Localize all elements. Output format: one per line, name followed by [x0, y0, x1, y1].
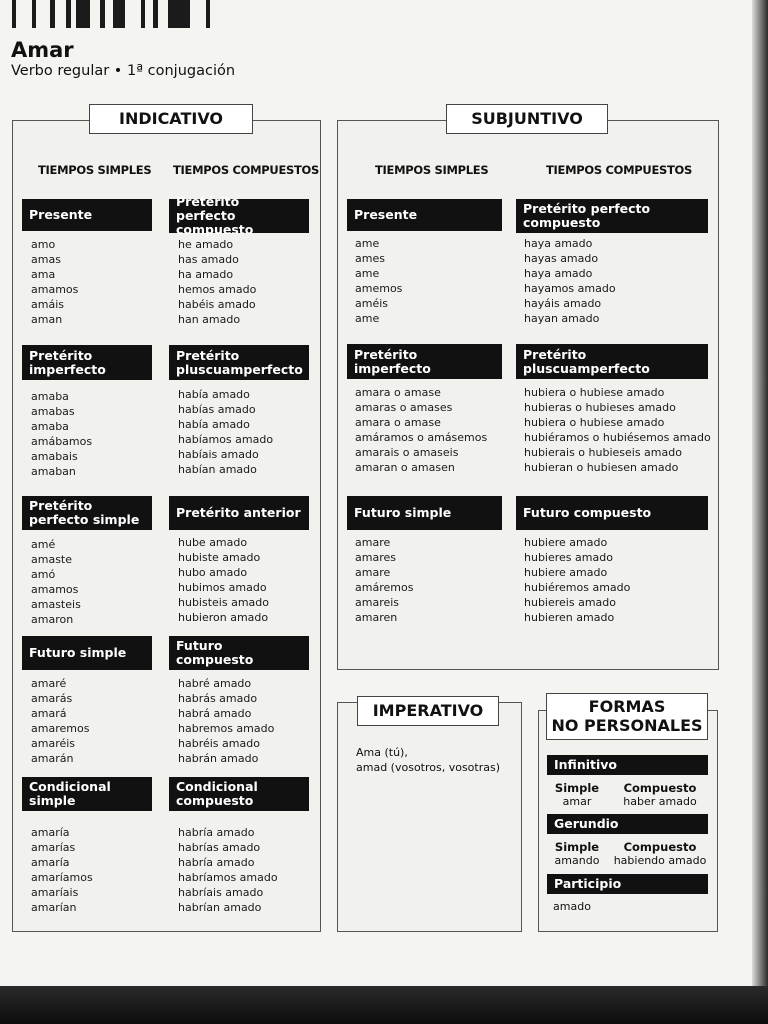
imperativo-forms: Ama (tú), amad (vosotros, vosotras): [356, 746, 501, 774]
infinitivo-head: Infinitivo: [547, 755, 708, 775]
indicativo-tense-futuro-compuesto: Futuro compuesto: [169, 636, 309, 670]
subjuntivo-forms-futuro-simple: amare amares amare amáremos amareis amaren: [355, 536, 414, 624]
subjuntivo-forms-preterito-perfecto-compuesto: haya amado hayas amado haya amado hayamos amado hayáis amado hayan amado: [524, 237, 616, 325]
subjuntivo-tense-preterito-perfecto-compuesto: Pretérito perfecto compuesto: [516, 199, 708, 233]
subjuntivo-forms-futuro-compuesto: hubiere amado hubieres amado hubiere amado hubiéremos amado hubiereis amado hubieren amado: [524, 536, 631, 624]
infinitivo-simple: Simple amar: [554, 781, 600, 808]
subjuntivo-tense-preterito-imperfecto: Pretérito imperfecto: [347, 344, 502, 379]
page-subtitle: Verbo regular • 1ª conjugación: [11, 63, 236, 79]
imperativo-title: IMPERATIVO: [357, 696, 499, 726]
indicativo-forms-condicional-simple: amaría amarías amaría amaríamos amaríais amarían: [31, 826, 93, 914]
subjuntivo-forms-preterito-pluscuamperfecto: hubiera o hubiese amado hubieras o hubieses amado hubiera o hubiese amado hubiéramos o hubiésemos amado hubierais o hubieseis amado hubieran o hubiesen amado: [524, 386, 711, 474]
indicativo-col-simple: TIEMPOS SIMPLES: [38, 163, 152, 177]
page-title: Amar: [11, 38, 74, 62]
indicativo-forms-preterito-perfecto-compuesto: he amado has amado ha amado hemos amado habéis amado han amado: [178, 238, 257, 326]
barcode: [0, 0, 212, 28]
subjuntivo-title: SUBJUNTIVO: [446, 104, 608, 134]
indicativo-tense-preterito-anterior: Pretérito anterior: [169, 496, 309, 530]
indicativo-forms-preterito-imperfecto: amaba amabas amaba amábamos amabais amaban: [31, 390, 93, 478]
page-edge-shadow: [752, 0, 768, 1000]
infinitivo-compuesto: Compuesto haber amado: [623, 781, 697, 808]
subjuntivo-tense-preterito-pluscuamperfecto: Pretérito pluscuamperfecto: [516, 344, 708, 379]
subjuntivo-tense-futuro-simple: Futuro simple: [347, 496, 502, 530]
indicativo-tense-futuro-simple: Futuro simple: [22, 636, 152, 670]
subjuntivo-col-simple: TIEMPOS SIMPLES: [375, 163, 489, 177]
bottom-scan-band: [0, 986, 768, 1024]
subjuntivo-col-compuestos: TIEMPOS COMPUESTOS: [546, 163, 692, 177]
no-personales-title: FORMAS NO PERSONALES: [546, 693, 708, 740]
indicativo-forms-preterito-perfecto-simple: amé amaste amó amamos amasteis amaron: [31, 538, 81, 626]
gerundio-compuesto: Compuesto habiendo amado: [613, 840, 707, 867]
indicativo-forms-preterito-pluscuamperfecto: había amado habías amado había amado habíamos amado habíais amado habían amado: [178, 388, 274, 476]
gerundio-head: Gerundio: [547, 814, 708, 834]
indicativo-col-compuestos: TIEMPOS COMPUESTOS: [173, 163, 319, 177]
subjuntivo-forms-presente: ame ames ame amemos améis ame: [355, 237, 403, 325]
indicativo-tense-condicional-simple: Condicional simple: [22, 777, 152, 811]
indicativo-forms-condicional-compuesto: habría amado habrías amado habría amado habríamos amado habríais amado habrían amado: [178, 826, 278, 914]
indicativo-title: INDICATIVO: [89, 104, 253, 134]
indicativo-forms-preterito-anterior: hube amado hubiste amado hubo amado hubimos amado hubisteis amado hubieron amado: [178, 536, 269, 624]
indicativo-forms-futuro-compuesto: habré amado habrás amado habrá amado habremos amado habréis amado habrán amado: [178, 677, 275, 765]
participio-value: amado: [553, 900, 591, 913]
gerundio-simple: Simple amando: [554, 840, 600, 867]
indicativo-tense-preterito-pluscuamperfecto: Pretérito pluscuamperfecto: [169, 345, 309, 380]
indicativo-tense-condicional-compuesto: Condicional compuesto: [169, 777, 309, 811]
indicativo-forms-futuro-simple: amaré amarás amará amaremos amaréis amarán: [31, 677, 90, 765]
subjuntivo-tense-presente: Presente: [347, 199, 502, 231]
subjuntivo-tense-futuro-compuesto: Futuro compuesto: [516, 496, 708, 530]
subjuntivo-forms-preterito-imperfecto: amara o amase amaras o amases amara o amase amáramos o amásemos amarais o amaseis amaran o amasen: [355, 386, 488, 474]
indicativo-tense-preterito-imperfecto: Pretérito imperfecto: [22, 345, 152, 380]
indicativo-forms-presente: amo amas ama amamos amáis aman: [31, 238, 79, 326]
indicativo-tense-preterito-perfecto-simple: Pretérito perfecto simple: [22, 496, 152, 530]
participio-head: Participio: [547, 874, 708, 894]
indicativo-tense-preterito-perfecto-compuesto: Pretérito perfecto compuesto: [169, 199, 309, 233]
imperativo-panel: [337, 702, 522, 932]
indicativo-tense-presente: Presente: [22, 199, 152, 231]
